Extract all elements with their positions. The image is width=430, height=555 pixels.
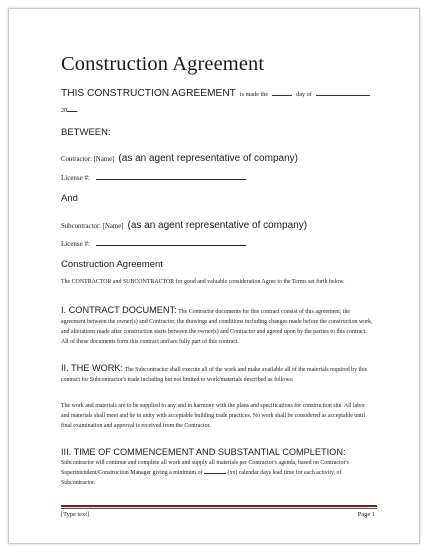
intro-made-text: is made the (239, 91, 269, 98)
section-1-heading: I. CONTRACT DOCUMENT: (61, 305, 177, 315)
subcontractor-license-label: License #: (61, 240, 90, 248)
and-label: And (61, 193, 78, 204)
section-2-extra: The work and materials are to be supplied to any and in harmony with the plans and specifications for construction site. All labor and materials shall meet and be in unity with acceptable building trade practices. No work shall be considered as acceptable until final examination and approval is received from the Contractor. (61, 403, 366, 429)
document-title: Construction Agreement (61, 53, 265, 75)
lead-time-blank (204, 468, 226, 474)
document-page (8, 8, 420, 544)
subcontractor-label: Subcontractor: [Name] (61, 223, 124, 230)
subcontractor-note: (as an agent representative of company) (127, 220, 308, 231)
footer-rule-red (61, 505, 377, 507)
between-label: BETWEEN: (61, 127, 111, 138)
footer-rule-gray (61, 508, 377, 509)
section-3-body-part1: Subcontractor will continue and complete all work and supply all materials per Contractor's agenda, based on Contractor's Superintendent/Construction Manager giving a minimum of (61, 460, 349, 476)
consideration-paragraph: The CONTRACTOR and SUBCONTRACTOR for good and valuable consideration Agree to the Terms set forth below. (61, 279, 345, 285)
intro-line (61, 85, 370, 101)
contractor-label: Contractor: [Name] (61, 156, 115, 163)
day-blank (272, 88, 292, 96)
subcontractor-license-field[interactable] (96, 238, 246, 246)
section-3-heading: III. TIME OF COMMENCEMENT AND SUBSTANTIAL COMPLETION: (61, 447, 346, 457)
footer-left-text: [Type text] (61, 511, 90, 518)
section-2-heading: II. THE WORK: (61, 363, 124, 373)
section-title: Construction Agreement (61, 259, 163, 270)
year-suffix: . (77, 107, 79, 114)
section-the-work (61, 363, 374, 385)
contractor-license-line (61, 172, 246, 182)
month-blank (316, 88, 370, 96)
contractor-license-label: License #: (61, 174, 90, 182)
section-3-body (61, 458, 374, 488)
subcontractor-line (61, 215, 307, 233)
intro-heading: THIS CONSTRUCTION AGREEMENT (61, 88, 236, 99)
section-1-body: The Contractor documents for this contract consist of this agreement, the agreement between the owner(s) and Contractor, the drawings and conditions including changes made before the construction work, and alterations made after construction starts between the owner(s) and Contractor and agreed upon by the parties to this contract. All of these documents form this contract and are fully part of this contract. (61, 309, 373, 345)
section-time-of-commencement (61, 447, 374, 488)
year-blank (67, 106, 77, 112)
intro-day-text: day of (296, 91, 312, 98)
contractor-note: (as an agent representative of company) (118, 153, 298, 164)
section-contract-document (61, 305, 374, 347)
intro-year-line (61, 106, 79, 114)
section-2-body: The Subcontractor shall execute all of the work and make available all of the materials required by this contract for Subcontractor's trade including but not limited to work/materials described as follows: (61, 367, 368, 383)
contractor-license-field[interactable] (96, 172, 246, 180)
contractor-line (61, 148, 298, 166)
year-prefix: 20 (61, 107, 68, 114)
subcontractor-license-line (61, 238, 246, 248)
section-3-body-part2: (xx) calendar days lead time for each activity, of Subcontractor. (61, 470, 342, 486)
footer-page-number: Page 1 (357, 511, 375, 518)
